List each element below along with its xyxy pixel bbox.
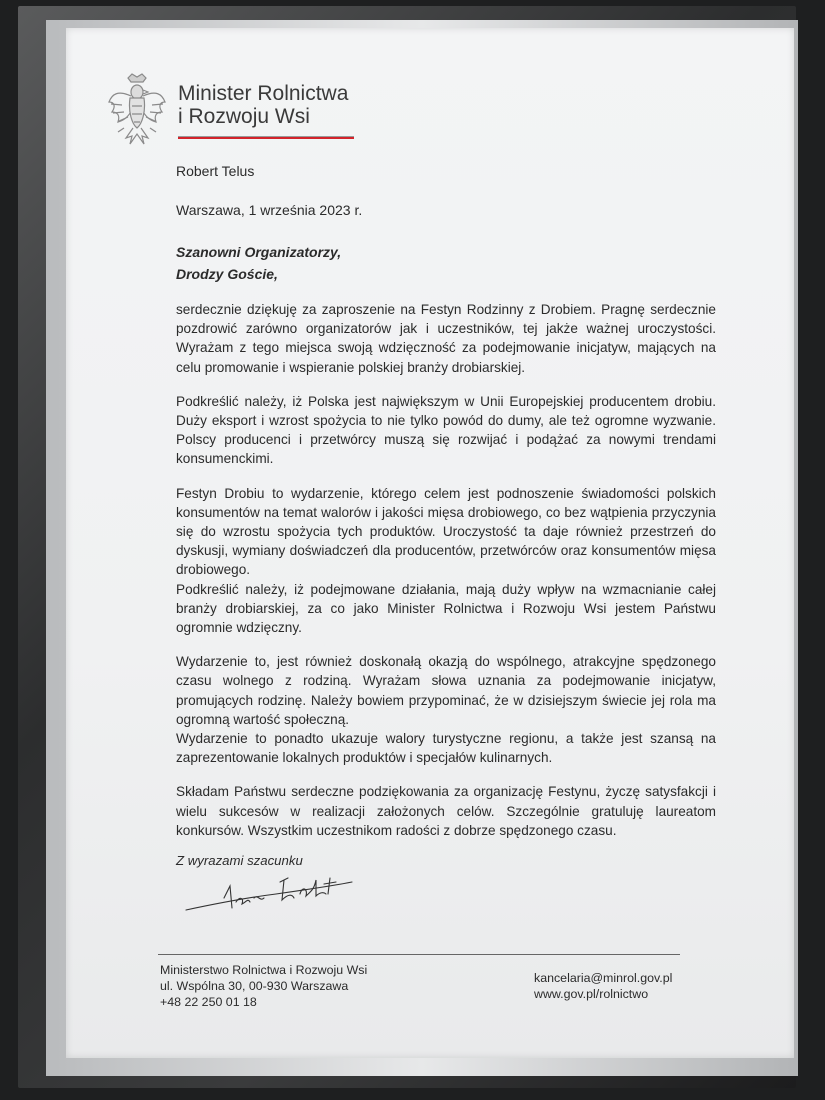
paragraph: Wydarzenie to ponadto ukazuje walory turystyczne regionu, a także jest szansą na zaprezentowanie lokalnych produktów i specjałów kulinarnych. — [176, 731, 716, 766]
author-name: Robert Telus — [176, 163, 255, 179]
ministry-name — [178, 82, 378, 128]
footer-org: Ministerstwo Rolnictwa i Rozwoju Wsi — [160, 963, 368, 977]
paragraph: Podkreślić należy, iż podejmowane działania, mają duży wpływ na wzmacnianie całej branży drobiarskiej, za co jako Minister Rolnictwa i Rozwoju Wsi jestem Państwu ogromnie wdzięczny. — [176, 581, 716, 636]
paragraph: Wydarzenie to, jest również doskonałą okazją do wspólnego, atrakcyjne spędzonego czasu wolnego z rodziną. Wyrażam słowa uznania za podejmowanie inicjatyw, promujących rodzinę. Należy bowiem przypominać, że w dzisiejszym świecie jej rola ma ogromną wartość społeczną. — [176, 654, 716, 727]
paragraph: Podkreślić należy, iż Polska jest największym w Unii Europejskiej producentem drobiu. Duży eksport i wzrost spożycia to nie tylko powód do dumy, ale też ogromne wyzwanie. Polscy producenci i przetwórcy muszą się rozwijać i podążać za nowymi trendami konsumenckimi. — [176, 393, 716, 467]
footer-website: www.gov.pl/rolnictwo — [534, 987, 649, 1001]
footer-email: kancelaria@minrol.gov.pl — [534, 971, 673, 985]
picture-frame — [18, 6, 796, 1088]
footer-address: ul. Wspólna 30, 00-930 Warszawa — [160, 979, 349, 993]
salutation — [176, 241, 341, 285]
closing: Z wyrazami szacunku — [176, 853, 303, 868]
polish-eagle-emblem-icon — [106, 72, 168, 146]
footer-contact-block — [534, 970, 672, 1002]
footer-divider — [158, 954, 680, 955]
letterhead-rule — [178, 136, 354, 139]
ministry-line-2: i Rozwoju Wsi — [178, 105, 310, 128]
salutation-line-2: Drodzy Goście, — [176, 266, 278, 282]
letter-paper — [66, 28, 794, 1058]
ministry-line-1: Minister Rolnictwa — [178, 82, 349, 105]
letter-body — [176, 300, 716, 855]
salutation-line-1: Szanowni Organizatorzy, — [176, 244, 342, 260]
paragraph: Festyn Drobiu to wydarzenie, którego celem jest podnoszenie świadomości polskich konsumentów na temat walorów i jakości mięsa drobiowego, co bez wątpienia przyczynia się do wzrostu spożycia tych produktów. Uroczystość ta daje również przestrzeń do dyskusji, wymiany doświadczeń dla producentów, przetwórców oraz konsumentów mięsa drobiowego. — [176, 485, 716, 578]
date-line: Warszawa, 1 września 2023 r. — [176, 202, 363, 218]
footer-phone: +48 22 250 01 18 — [160, 995, 257, 1009]
footer-address-block — [160, 962, 367, 1010]
handwritten-signature — [184, 868, 354, 918]
paragraph: Składam Państwu serdeczne podziękowania za organizację Festynu, życzę satysfakcji i wielu sukcesów w realizacji założonych celów. Szczególnie gratuluję laureatom konkursów. Wszystkim uczestnikom radości z dobrze spędzonego czasu. — [176, 784, 716, 838]
paragraph: serdecznie dziękuję za zaproszenie na Festyn Rodzinny z Drobiem. Pragnę serdecznie pozdrowić zarówno organizatorów jak i uczestników, tej jakże ważnej uroczystości. Wyrażam z tego miejsca swoją wdzięczność za podejmowanie inicjatyw, mających na celu promowanie i wspieranie polskiej branży drobiarskiej. — [176, 302, 716, 375]
letterhead — [106, 72, 366, 162]
